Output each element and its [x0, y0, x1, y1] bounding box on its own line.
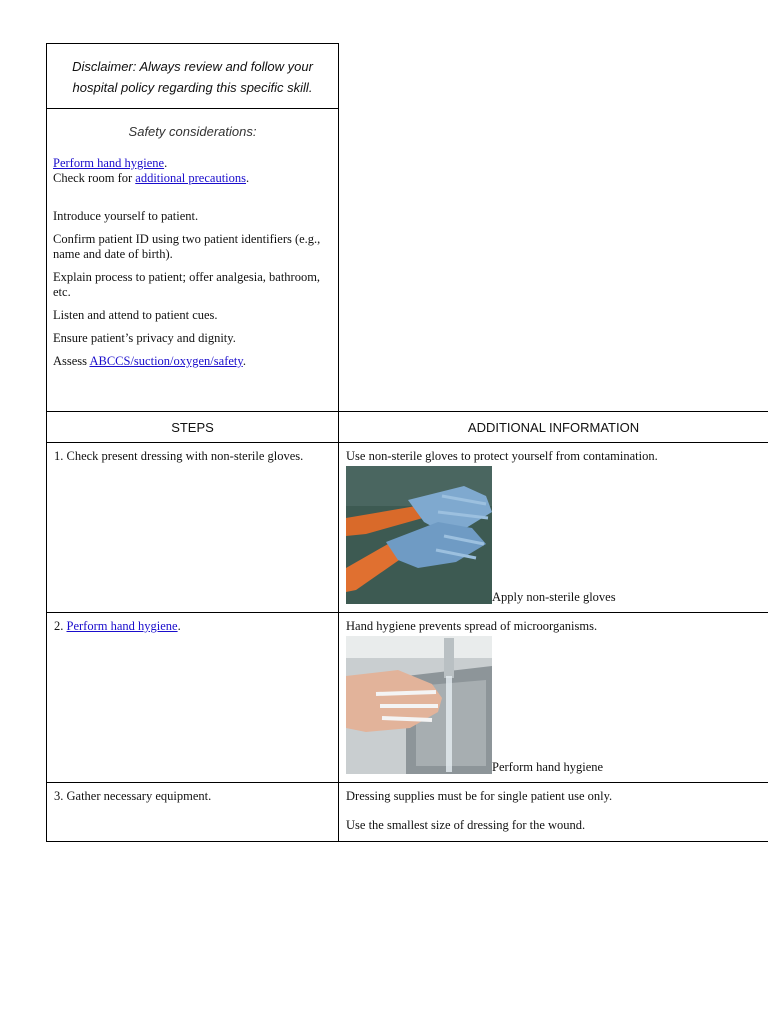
step-cell: 2. Perform hand hygiene. [47, 613, 339, 783]
safety-title: Safety considerations: [128, 124, 257, 139]
assess-line: Assess ABCCS/suction/oxygen/safety. [53, 354, 246, 368]
info-cell [339, 783, 768, 842]
info-cell [339, 613, 768, 783]
info-text-2: Use the smallest size of dressing for the wound. [346, 818, 586, 832]
disclaimer-box [46, 43, 339, 109]
hand-hygiene-line: Perform hand hygiene. [53, 156, 168, 170]
hand-washing-photo [346, 636, 492, 774]
abccs-link[interactable]: ABCCS/suction/oxygen/safety [89, 354, 243, 368]
step-hand-hygiene-link[interactable]: Perform hand hygiene [66, 619, 178, 633]
info-text: Dressing supplies must be for single patient use only. [346, 789, 613, 803]
hand-hygiene-caption: Perform hand hygiene [492, 760, 604, 774]
table-header-row [47, 412, 768, 443]
additional-info-header: ADDITIONAL INFORMATION [339, 412, 768, 443]
privacy-line: Ensure patient’s privacy and dignity. [53, 331, 236, 345]
gloves-caption: Apply non-sterile gloves [492, 590, 616, 604]
table-row [47, 443, 768, 613]
step-cell: 3. Gather necessary equipment. [47, 783, 339, 842]
table-row [47, 613, 768, 783]
steps-table [46, 411, 768, 842]
confirm-id-line: Confirm patient ID using two patient identifiers (e.g., name and date of birth). [53, 232, 321, 261]
additional-precautions-link[interactable]: additional precautions [135, 171, 247, 185]
info-text: Use non-sterile gloves to protect yourself from contamination. [346, 449, 658, 463]
gloves-photo [346, 466, 492, 604]
table-row [47, 783, 768, 842]
listen-line: Listen and attend to patient cues. [53, 308, 218, 322]
safety-considerations-box [46, 108, 339, 412]
steps-header: STEPS [47, 412, 339, 443]
info-text: Hand hygiene prevents spread of microorganisms. [346, 619, 598, 633]
explain-line: Explain process to patient; offer analgesia, bathroom, etc. [53, 270, 321, 299]
hand-hygiene-link[interactable]: Perform hand hygiene [53, 156, 165, 170]
info-cell [339, 443, 768, 613]
check-room-line: Check room for additional precautions. [53, 171, 250, 185]
disclaimer-text: Disclaimer: Always review and follow your hospital policy regarding this specific skill. [72, 58, 313, 95]
step-cell: 1. Check present dressing with non-sterile gloves. [47, 443, 339, 613]
introduce-line: Introduce yourself to patient. [53, 209, 199, 223]
